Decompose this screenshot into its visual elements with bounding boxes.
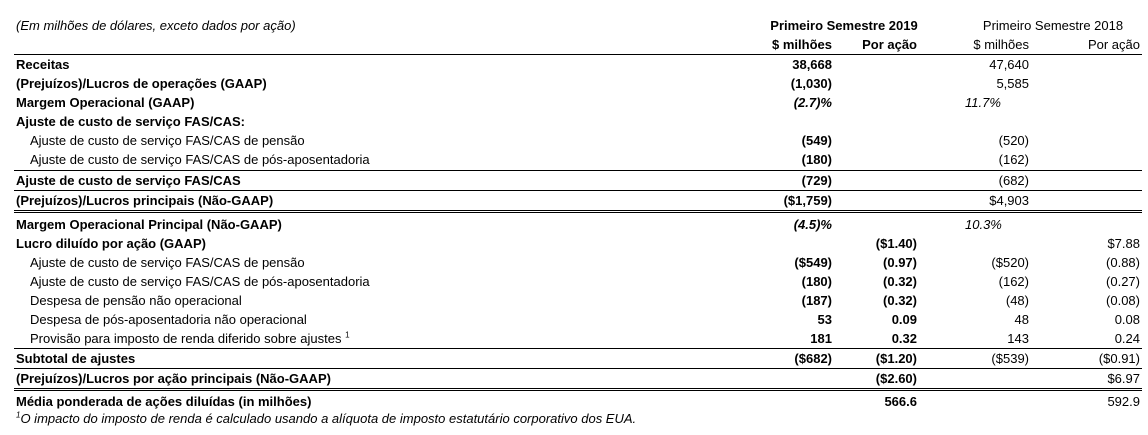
pct-2018: 10.3% (965, 217, 1002, 232)
pct-2018: 11.7% (965, 95, 1001, 110)
row-label: Subtotal de ajustes (16, 351, 136, 366)
row-label: (Prejuízos)/Lucros principais (Não-GAAP) (16, 193, 274, 208)
value-2018: 5,585 (996, 76, 1029, 91)
pct-2019: (2.7)% (793, 95, 832, 110)
value-2019: (1,030) (790, 76, 832, 91)
per-share-2018: (0.27) (1106, 274, 1140, 289)
footnote-marker: 1 (16, 410, 21, 420)
footnote-text: O impacto do imposto de renda é calculado usando a alíquota de imposto estatutário corporativo dos EUA. (20, 411, 637, 426)
row-ajuste-pos (14, 150, 1142, 169)
row-label-text: Provisão para imposto de renda diferido sobre ajustes (30, 331, 342, 346)
row-label: Ajuste de custo de serviço FAS/CAS de pensão (30, 255, 305, 270)
row-label: Despesa de pós-aposentadoria não operacional (30, 312, 307, 327)
value-2019: 181 (810, 331, 832, 346)
value-2018: (682) (998, 173, 1029, 188)
row-margem-gaap (14, 93, 1142, 112)
double-divider (14, 388, 1142, 391)
value-2018: 143 (1007, 331, 1029, 346)
row-lucros-principais (14, 191, 1142, 210)
per-share-2018: 0.08 (1114, 312, 1140, 327)
value-2019: (729) (801, 173, 832, 188)
row-label: (Prejuízos)/Lucros de operações (GAAP) (16, 76, 267, 91)
row-label: Ajuste de custo de serviço FAS/CAS (16, 173, 241, 188)
header-row-1 (14, 16, 1142, 35)
col-millions-2019: $ milhões (772, 37, 832, 52)
per-share-2018: $6.97 (1107, 371, 1140, 386)
pct-2019: (4.5)% (793, 217, 832, 232)
row-label: (Prejuízos)/Lucros por ação principais (Não-GAAP) (16, 371, 331, 386)
per-share-2019: (0.32) (883, 274, 917, 289)
per-share-2019: ($1.20) (875, 351, 917, 366)
row-media-ponderada (14, 392, 1142, 411)
value-2018: $4,903 (989, 193, 1029, 208)
footnote-marker: 1 (345, 330, 350, 340)
row-label: Média ponderada de ações diluídas (in milhões) (16, 394, 312, 409)
row-provisao (14, 329, 1142, 348)
row-label: Ajuste de custo de serviço FAS/CAS de pensão (30, 133, 305, 148)
value-2018: 47,640 (989, 57, 1029, 72)
row-label: Ajuste de custo de serviço FAS/CAS de pós-aposentadoria (30, 274, 370, 289)
value-2018: ($539) (991, 351, 1029, 366)
per-share-2018: $7.88 (1107, 236, 1140, 251)
value-2018: ($520) (991, 255, 1029, 270)
units-note: (Em milhões de dólares, exceto dados por ação) (16, 18, 296, 33)
value-2019: (549) (801, 133, 832, 148)
row-label (30, 329, 350, 348)
row-label: Ajuste de custo de serviço FAS/CAS: (16, 114, 246, 129)
value-2019: 53 (817, 312, 832, 327)
value-2019: ($549) (794, 255, 832, 270)
per-share-2019: (0.97) (883, 255, 917, 270)
per-share-2019: ($1.40) (875, 236, 917, 251)
row-eps-principal (14, 369, 1142, 388)
row-despesa-pensao (14, 291, 1142, 310)
row-label: Margem Operacional Principal (Não-GAAP) (16, 217, 282, 232)
per-share-2019: (0.32) (883, 293, 917, 308)
row-ajuste-header (14, 112, 1142, 131)
period-2018: Primeiro Semestre 2018 (982, 18, 1124, 33)
row-ajuste-total (14, 171, 1142, 190)
row-lucro-diluido (14, 234, 1142, 253)
row-despesa-pos (14, 310, 1142, 329)
row-ajuste-pensao (14, 131, 1142, 150)
per-share-2019: 0.32 (891, 331, 917, 346)
value-2019: (180) (801, 274, 832, 289)
value-2019: (187) (801, 293, 832, 308)
row-eps-pensao (14, 253, 1142, 272)
period-2019: Primeiro Semestre 2019 (770, 18, 918, 33)
row-margem-principal (14, 215, 1142, 234)
per-share-2018: (0.88) (1106, 255, 1140, 270)
value-2019: ($682) (794, 351, 832, 366)
value-2018: (162) (998, 152, 1029, 167)
value-2018: (162) (998, 274, 1029, 289)
per-share-2018: ($0.91) (1098, 351, 1140, 366)
row-receitas (14, 55, 1142, 74)
col-millions-2018: $ milhões (973, 37, 1029, 52)
col-per-share-2018: Por ação (1087, 37, 1140, 52)
per-share-2019: 566.6 (884, 394, 917, 409)
row-label: Lucro diluído por ação (GAAP) (16, 236, 206, 251)
header-row-2 (14, 35, 1142, 54)
per-share-2018: (0.08) (1106, 293, 1140, 308)
row-eps-pos (14, 272, 1142, 291)
row-lucros-gaap (14, 74, 1142, 93)
col-per-share-2019: Por ação (862, 37, 917, 52)
value-2019: ($1,759) (783, 193, 832, 208)
value-2018: (48) (1005, 293, 1029, 308)
per-share-2018: 0.24 (1114, 331, 1140, 346)
row-label: Ajuste de custo de serviço FAS/CAS de pós-aposentadoria (30, 152, 370, 167)
row-label: Despesa de pensão não operacional (30, 293, 242, 308)
value-2019: 38,668 (792, 57, 832, 72)
value-2018: 48 (1014, 312, 1029, 327)
row-label: Receitas (16, 57, 70, 72)
row-subtotal (14, 349, 1142, 368)
value-2018: (520) (998, 133, 1029, 148)
double-divider (14, 210, 1142, 213)
per-share-2019: ($2.60) (875, 371, 917, 386)
row-label: Margem Operacional (GAAP) (16, 95, 195, 110)
value-2019: (180) (801, 152, 832, 167)
per-share-2019: 0.09 (891, 312, 917, 327)
footnote (16, 411, 636, 426)
per-share-2018: 592.9 (1107, 394, 1140, 409)
